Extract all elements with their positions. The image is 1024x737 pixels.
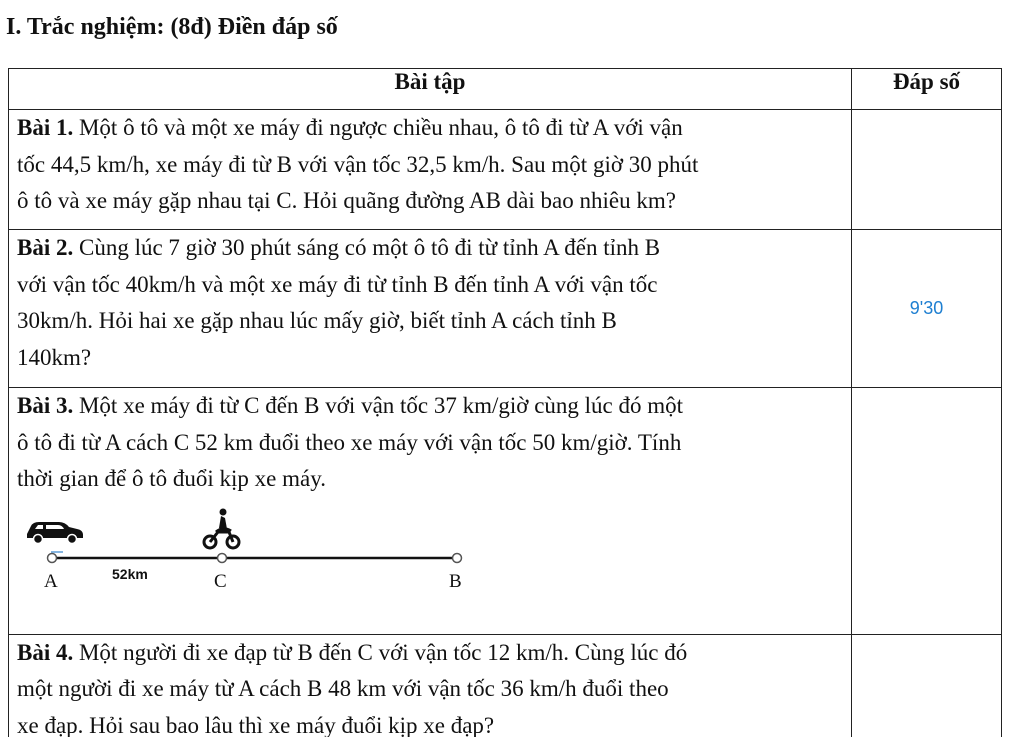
point-a-label: A [44,570,58,592]
section-title: I. Trắc nghiệm: (8đ) Điền đáp số [6,14,338,40]
exercise-table [8,68,1002,737]
problem-cell-4 [9,634,852,737]
distance-label: 52km [112,565,148,582]
problem-text: Cùng lúc 7 giờ 30 phút sáng có một ô tô đi từ tỉnh A đến tỉnh B [78,235,661,260]
problem-line: xe đạp. Hỏi sau bao lâu thì xe máy đuổi kịp xe đạp? [17,712,495,737]
car-icon [27,522,83,544]
answer-cell-1[interactable] [852,110,1002,230]
problem-line [17,230,841,267]
table-row-exercise-4 [9,634,1002,737]
motion-diagram-svg [17,498,477,608]
problem-line: ô tô đi từ A cách C 52 km đuổi theo xe máy với vận tốc 50 km/giờ. Tính [17,429,682,455]
problem-cell-1 [9,110,852,230]
problem-cell-2 [9,230,852,388]
problem-line: 30km/h. Hỏi hai xe gặp nhau lúc mấy giờ, biết tỉnh A cách tỉnh B [17,308,617,333]
problem-text: Một ô tô và một xe máy đi ngược chiều nhau, ô tô đi từ A với vận [78,115,683,140]
problem-cell-3 [9,388,852,635]
column-header-exercise: Bài tập [9,69,852,110]
problem-line [17,388,841,425]
problem-line: ô tô và xe máy gặp nhau tại C. Hỏi quãng đường AB dài bao nhiêu km? [17,188,676,213]
problem-number: Bài 3. [17,393,74,418]
answer-cell-4[interactable] [852,634,1002,737]
problem-line: tốc 44,5 km/h, xe máy đi từ B với vận tốc 32,5 km/h. Sau một giờ 30 phút [17,151,699,177]
problem-line: thời gian để ô tô đuổi kịp xe máy. [17,466,326,491]
problem-line: với vận tốc 40km/h và một xe máy đi từ tỉnh B đến tỉnh A với vận tốc [17,271,658,297]
column-header-answer: Đáp số [852,69,1002,110]
problem-text: Một xe máy đi từ C đến B với vận tốc 37 km/giờ cùng lúc đó một [78,393,684,418]
problem-number: Bài 4. [17,639,74,665]
table-row-exercise-1 [9,110,1002,230]
problem-number: Bài 1. [17,115,74,140]
answer-cell-2[interactable]: 9'30 [852,230,1002,388]
point-c-label: C [214,570,227,592]
problem-line: 140km? [17,344,92,370]
motorbike-icon [204,508,239,548]
problem-number: Bài 2. [17,235,74,260]
problem-line: một người đi xe máy từ A cách B 48 km với vận tốc 36 km/h đuổi theo [17,676,669,701]
problem-text: Một người đi xe đạp từ B đến C với vận tốc 12 km/h. Cùng lúc đó [78,639,688,665]
point-c-marker [218,553,227,562]
table-row-exercise-2 [9,230,1002,388]
table-row-exercise-3 [9,388,1002,635]
point-a-marker [48,553,57,562]
problem-line [17,635,841,672]
point-b-label: B [449,570,462,592]
point-b-marker [453,553,462,562]
answer-cell-3[interactable] [852,388,1002,635]
motion-diagram [17,498,841,634]
problem-line [17,110,841,147]
table-header-row [9,69,1002,110]
